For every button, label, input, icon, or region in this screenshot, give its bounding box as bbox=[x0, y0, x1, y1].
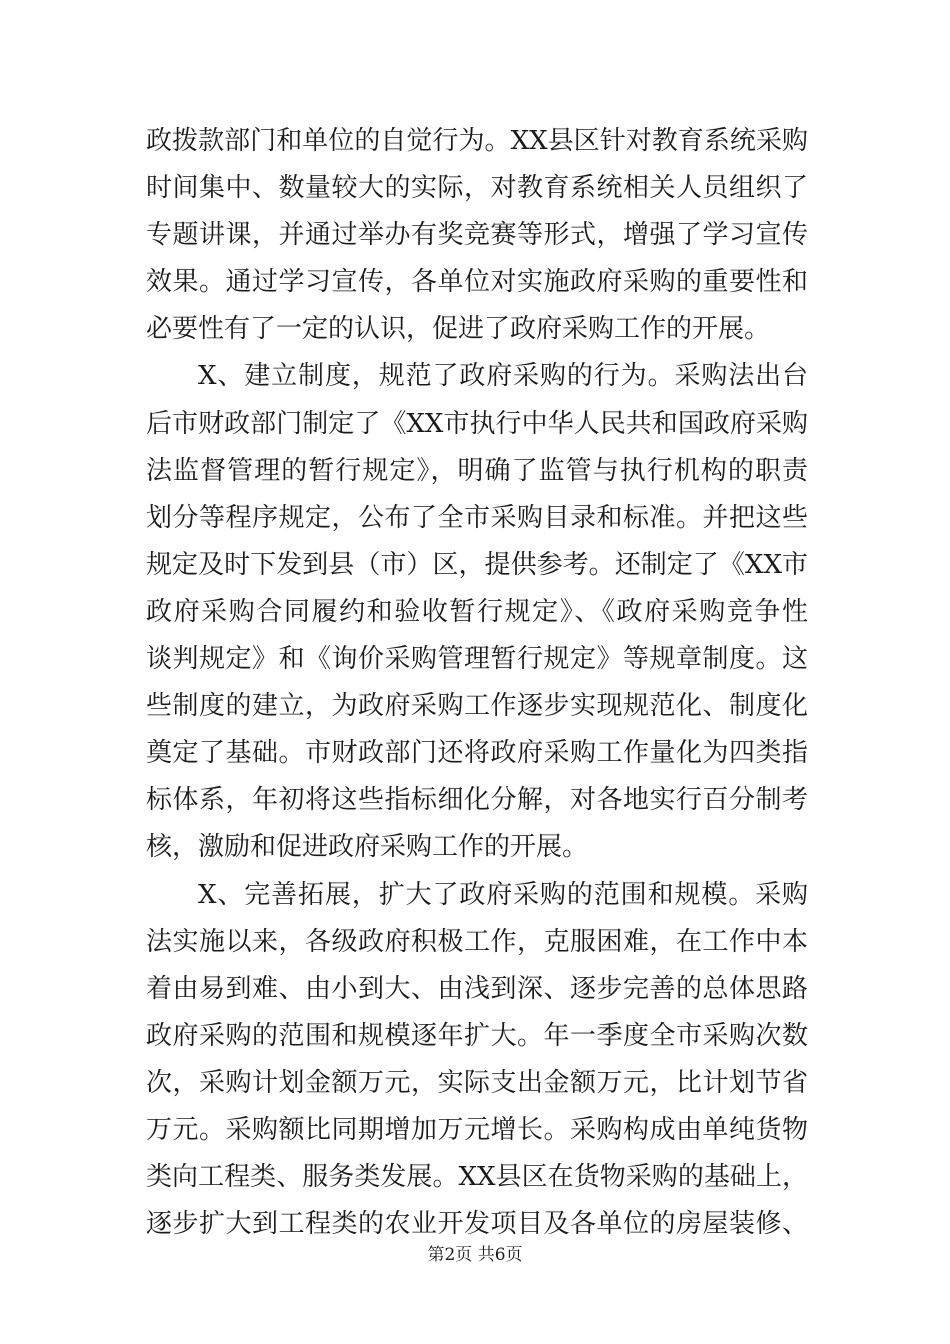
document-body bbox=[146, 118, 808, 1248]
text-line: 法实施以来，各级政府积极工作，克服困难，在工作中本 bbox=[146, 926, 808, 957]
text-line: 逐步扩大到工程类的农业开发项目及各单位的房屋装修、 bbox=[146, 1209, 808, 1240]
text-line: 类向工程类、服务类发展。XX县区在货物采购的基础上， bbox=[146, 1162, 808, 1193]
text-line: 万元。采购额比同期增加万元增长。采购构成由单纯货物 bbox=[146, 1114, 808, 1145]
page-number-footer: 第2页 共6页 bbox=[427, 1245, 523, 1265]
text-line: 政拨款部门和单位的自觉行为。XX县区针对教育系统采购 bbox=[146, 126, 808, 156]
text-line: 谈判规定》和《询价采购管理暂行规定》等规章制度。这 bbox=[146, 644, 808, 675]
text-line: 次，采购计划金额万元，实际支出金额万元，比计划节省 bbox=[146, 1067, 808, 1098]
paragraph bbox=[146, 872, 808, 1249]
paragraph bbox=[146, 118, 808, 353]
text-line: 法监督管理的暂行规定》，明确了监管与执行机构的职责 bbox=[146, 455, 808, 486]
text-line: 规定及时下发到县（市）区，提供参考。还制定了《XX市 bbox=[146, 549, 808, 580]
text-line: 专题讲课，并通过举办有奖竞赛等形式，增强了学习宣传 bbox=[146, 220, 808, 251]
text-line: X、完善拓展，扩大了政府采购的范围和规模。采购 bbox=[198, 879, 808, 910]
text-line: 效果。通过学习宣传，各单位对实施政府采购的重要性和 bbox=[146, 267, 808, 298]
text-line: 些制度的建立，为政府采购工作逐步实现规范化、制度化 bbox=[146, 691, 808, 722]
text-line: X、建立制度，规范了政府采购的行为。采购法出台 bbox=[198, 361, 808, 392]
text-line: 后市财政部门制定了《XX市执行中华人民共和国政府采购 bbox=[146, 408, 808, 439]
text-line: 时间集中、数量较大的实际，对教育系统相关人员组织了 bbox=[146, 173, 808, 204]
text-line: 奠定了基础。市财政部门还将政府采购工作量化为四类指 bbox=[146, 738, 808, 769]
text-line: 划分等程序规定，公布了全市采购目录和标准。并把这些 bbox=[146, 502, 808, 533]
text-line: 着由易到难、由小到大、由浅到深、逐步完善的总体思路 bbox=[146, 973, 808, 1004]
text-line: 政府采购合同履约和验收暂行规定》、《政府采购竞争性 bbox=[146, 596, 808, 627]
text-line: 必要性有了一定的认识，促进了政府采购工作的开展。 bbox=[146, 314, 771, 345]
text-line: 政府采购的范围和规模逐年扩大。年一季度全市采购次数 bbox=[146, 1020, 808, 1051]
text-line: 核，激励和促进政府采购工作的开展。 bbox=[146, 832, 589, 863]
paragraph bbox=[146, 353, 808, 871]
text-line: 标体系，年初将这些指标细化分解，对各地实行百分制考 bbox=[146, 785, 808, 816]
